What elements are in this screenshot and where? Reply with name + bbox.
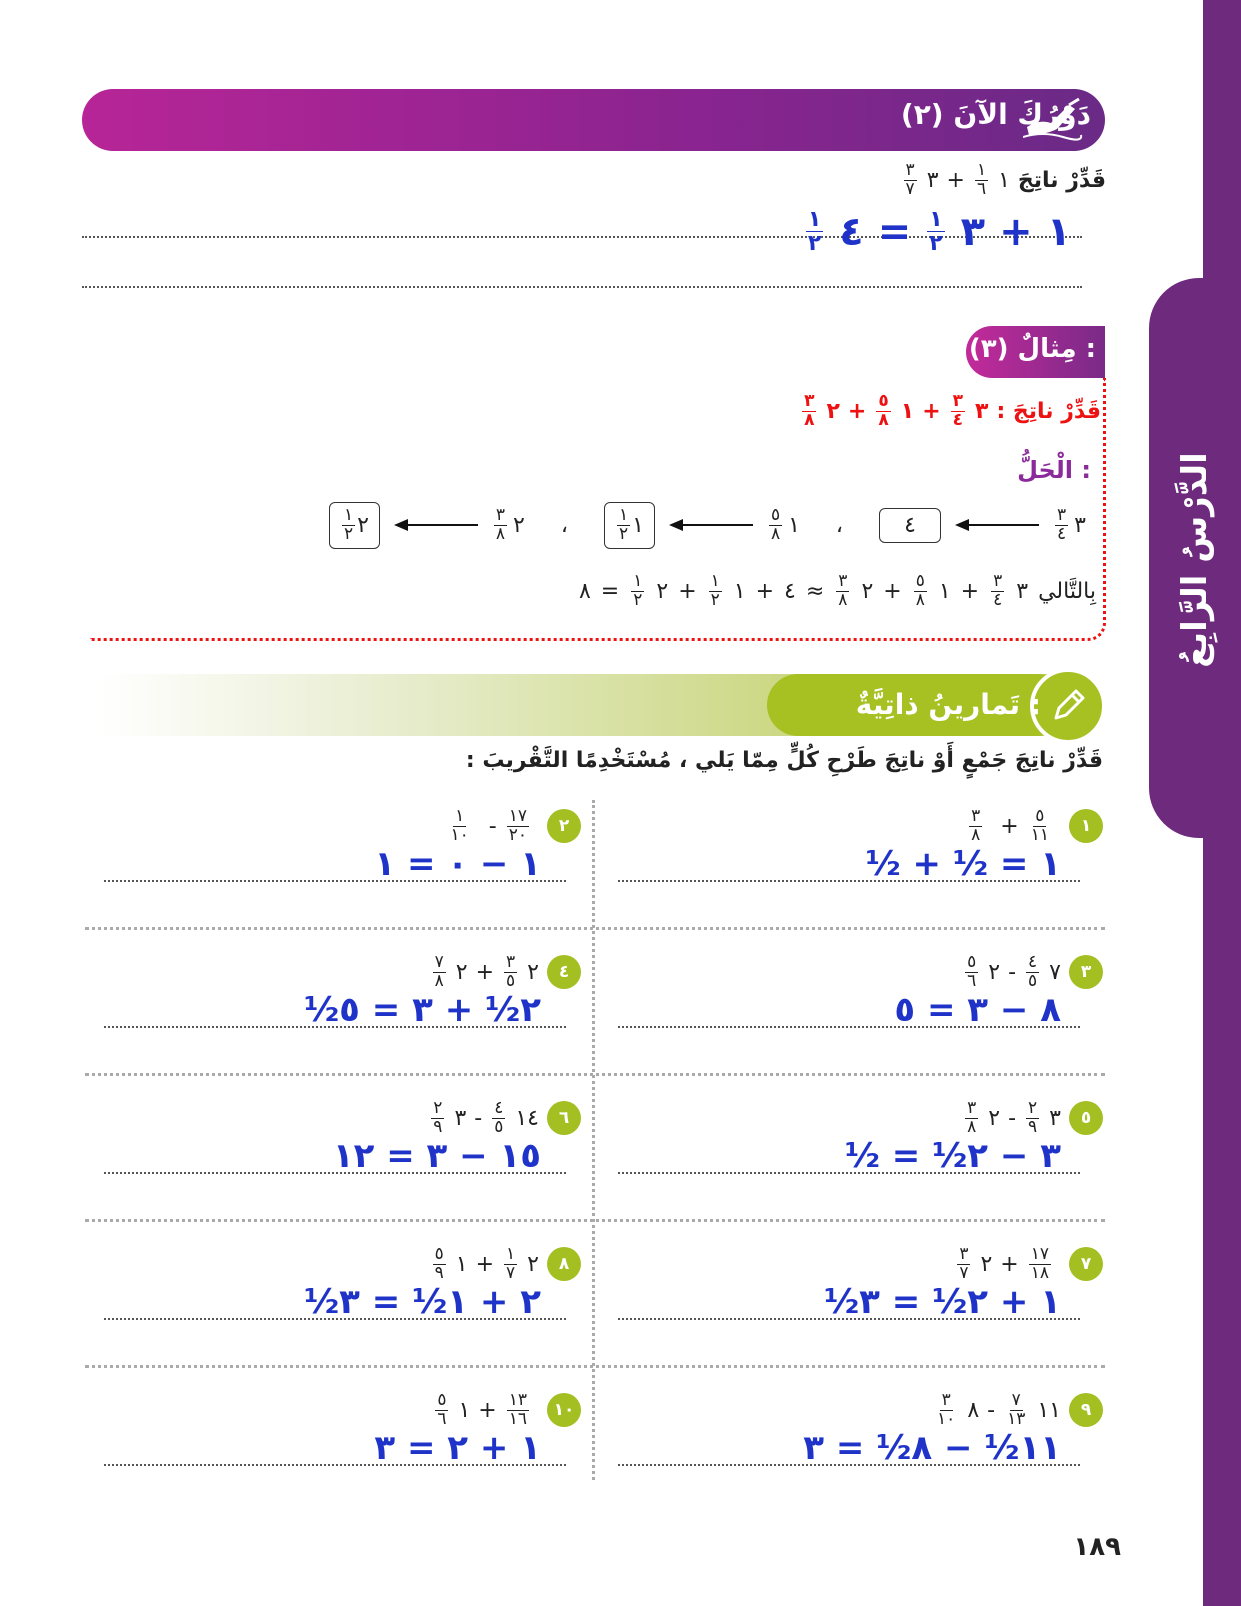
example-question <box>800 393 1101 430</box>
fraction: $\frac{٣}{١٠}$ <box>937 1390 956 1429</box>
exercise-number-badge: ٥ <box>1069 1101 1103 1135</box>
fraction: $\frac{٣}{٧}$ <box>905 160 915 199</box>
fraction: $\frac{٤}{٥}$ <box>1028 952 1038 991</box>
mixed-whole: ١ <box>458 1397 471 1423</box>
exercise-number-badge: ٧ <box>1069 1247 1103 1281</box>
mixed-whole: ٣ <box>454 1105 467 1131</box>
practice-instruction: قَدِّرْ ناتِجَ جَمْعٍ أَوْ ناتِجَ طَرْحِ كُلٍّ مِمّا يَلي ، مُسْتَخْدِمًا التَّقْريبَ : <box>465 748 1103 773</box>
exercise-5 <box>963 1100 1103 1137</box>
mixed-whole: ٢ <box>826 398 840 424</box>
lesson-side-tab-label: الدَّرْسُ الرَّابِعُ <box>1175 452 1216 668</box>
example-question-label: قَدِّرْ ناتِجَ : <box>996 398 1101 424</box>
fraction: $\frac{٢}{٩}$ <box>433 1098 443 1137</box>
example-result: ٨ <box>578 578 591 604</box>
mixed-whole: ٣ <box>1049 1105 1061 1131</box>
exercise-number-badge: ٢ <box>547 809 581 843</box>
fraction: $\frac{١٧}{٢٠}$ <box>508 806 527 845</box>
page-number: ١٨٩ <box>1073 1532 1121 1562</box>
fraction: $\frac{٥}{٦}$ <box>967 952 977 991</box>
mixed-whole: ٢ <box>980 1251 993 1277</box>
mixed-whole: ٢ <box>527 1251 539 1277</box>
example-title: مِثالٌ (٣) : <box>968 334 1096 364</box>
exercise-1 <box>967 808 1103 845</box>
handwritten-answer: ٢ + ١½ = ٣½ <box>303 1282 541 1322</box>
handwritten-answer: ١١½ − ٨½ = ٣ <box>803 1428 1061 1468</box>
exercise-2 <box>447 808 581 845</box>
fraction: $\frac{١}{٦}$ <box>976 160 987 199</box>
handwritten-answer: ١ + ٢½ = ٣½ <box>823 1282 1061 1322</box>
fraction: $\frac{٧}{١٣}$ <box>1007 1390 1026 1429</box>
operator: + <box>478 1397 497 1423</box>
fraction: $\frac{٥}{٦}$ <box>437 1390 447 1429</box>
fraction: $\frac{٣}{٤}$ <box>952 391 964 430</box>
handwritten-answer: ١٥ − ٣ = ١٢ <box>332 1136 541 1176</box>
fraction: $\frac{٣}{٥}$ <box>506 952 516 991</box>
operator: - <box>987 1397 996 1423</box>
operator: - <box>488 813 497 839</box>
operator: + <box>475 959 495 985</box>
operator: + <box>922 398 941 424</box>
rounded-value-box: ٤ <box>879 508 941 543</box>
fraction: $\frac{١٧}{١٨}$ <box>1030 1244 1049 1283</box>
fraction: $\frac{٥}{١١}$ <box>1030 806 1049 845</box>
exercise-8 <box>431 1246 581 1283</box>
mixed-whole: ٢ <box>513 512 525 538</box>
mixed-whole: ٧ <box>1049 959 1061 985</box>
mixed-whole: ١ <box>900 398 915 424</box>
mixed-whole: ٣ <box>926 167 939 193</box>
row-separator <box>85 927 1105 930</box>
operator: + <box>1000 1251 1019 1277</box>
exercise-4 <box>431 954 581 991</box>
mixed-whole: ١ <box>998 167 1010 193</box>
fraction: $\frac{٣}{٨}$ <box>495 505 506 544</box>
fraction: $\frac{٥}{٩}$ <box>434 1244 444 1283</box>
mixed-whole: ١٤ <box>515 1105 539 1131</box>
fraction: $\frac{١}{٧}$ <box>506 1244 516 1283</box>
rounded-value-box: ١ $\frac{١}{٢}$ <box>604 502 655 549</box>
handwritten-answer: ٣ − ٢½ = ½ <box>844 1136 1061 1176</box>
operator: - <box>1008 959 1017 985</box>
mixed-whole: ١ <box>455 1251 468 1277</box>
mixed-whole: ٢ <box>988 1105 1001 1131</box>
fraction: $\frac{٢}{٩}$ <box>1028 1098 1038 1137</box>
exercise-number-badge: ١ <box>1069 809 1103 843</box>
pencil-icon <box>1030 668 1106 744</box>
fraction: $\frac{٣}{٨}$ <box>804 391 815 430</box>
therefore-label: بِالتَّالي <box>1038 578 1096 604</box>
row-separator <box>85 1365 1105 1368</box>
approx-sign: ≈ <box>805 578 825 604</box>
practice-title: تَمارينُ ذاتِيَّةٌ : <box>855 688 1041 721</box>
fraction: $\frac{١٣}{١٦}$ <box>508 1390 527 1429</box>
exercise-number-badge: ١٠ <box>547 1393 581 1427</box>
fraction: $\frac{٥}{٨}$ <box>878 391 889 430</box>
your-turn-question-label: قَدِّرْ ناتِجَ <box>1017 167 1106 193</box>
handwritten-answer: ١ = ½ + ½ <box>865 844 1061 884</box>
row-separator <box>85 1219 1105 1222</box>
handwritten-answer: ٢½ + ٣ = ٥½ <box>303 990 541 1030</box>
operator: + <box>847 398 867 424</box>
your-turn-handwritten-answer: ١ + ٣ $\frac{١}{٢}$ = ٤ $\frac{١}{٢}$ <box>807 207 1071 257</box>
operator: - <box>474 1105 483 1131</box>
operator: - <box>1008 1105 1017 1131</box>
handwritten-answer: ١ − ٠ = ١ <box>374 844 541 884</box>
exercise-number-badge: ٨ <box>547 1247 581 1281</box>
exercise-number-badge: ٤ <box>547 955 581 989</box>
mixed-whole: ٢ <box>988 959 1001 985</box>
exercise-9 <box>933 1392 1103 1429</box>
operator: + <box>1000 813 1019 839</box>
operator: + <box>475 1251 495 1277</box>
fraction: $\frac{٣}{٨}$ <box>971 806 981 845</box>
fraction: $\frac{١}{١٠}$ <box>450 806 469 845</box>
exercise-6 <box>429 1100 581 1137</box>
answer-line <box>82 286 1082 288</box>
fraction: $\frac{٤}{٥}$ <box>494 1098 504 1137</box>
arrow-left-icon <box>955 518 1039 532</box>
rounding-row <box>329 502 1086 549</box>
mixed-whole: ٣ <box>1074 512 1086 538</box>
handwritten-answer: ١ + ٢ = ٣ <box>374 1428 541 1468</box>
mixed-whole: ٨ <box>967 1397 980 1423</box>
separator: ، <box>560 512 568 538</box>
mixed-whole: ٢ <box>455 959 468 985</box>
your-turn-title: دَوْرُكَ الآنَ (٢) <box>900 98 1091 131</box>
therefore-row: بِالتَّالي ٣ $\frac{٣}{٤}$ + ١ $\frac{٥}{٨}$ + ٢ $\frac{٣}{٨}$ ≈ ٤ + ١ $\frac{١}{٢}$ + ٢ $\frac{١}{٢}$ = ٨ <box>578 571 1096 610</box>
fraction: $\frac{٥}{٨}$ <box>770 505 781 544</box>
exercise-number-badge: ٩ <box>1069 1393 1103 1427</box>
fraction: $\frac{٣}{٨}$ <box>967 1098 977 1137</box>
lesson-side-tab-label-wrap <box>1163 290 1227 830</box>
mixed-whole: ٣ <box>975 398 989 424</box>
your-turn-question <box>902 162 1106 199</box>
operator: + <box>946 167 965 193</box>
row-separator <box>85 1073 1105 1076</box>
separator: ، <box>835 512 844 538</box>
arrow-left-icon <box>394 518 478 532</box>
arrow-left-icon <box>669 518 753 532</box>
fraction: $\frac{٣}{٤}$ <box>1057 505 1067 544</box>
exercise-number-badge: ٣ <box>1069 955 1103 989</box>
fraction: $\frac{٣}{٧}$ <box>959 1244 969 1283</box>
mixed-whole: ١ <box>788 512 800 538</box>
exercise-7 <box>955 1246 1103 1283</box>
mixed-whole: ١١ <box>1037 1397 1061 1423</box>
solution-label: الْحَلُّ : <box>1017 456 1091 484</box>
column-separator <box>592 800 595 1480</box>
mixed-whole: ٢ <box>527 959 539 985</box>
exercise-number-badge: ٦ <box>547 1101 581 1135</box>
exercise-3 <box>963 954 1103 991</box>
exercise-10 <box>433 1392 581 1429</box>
handwritten-answer: ٨ − ٣ = ٥ <box>894 990 1061 1030</box>
fraction: $\frac{٧}{٨}$ <box>434 952 444 991</box>
rounded-value-box: ٢ $\frac{١}{٢}$ <box>329 502 380 549</box>
